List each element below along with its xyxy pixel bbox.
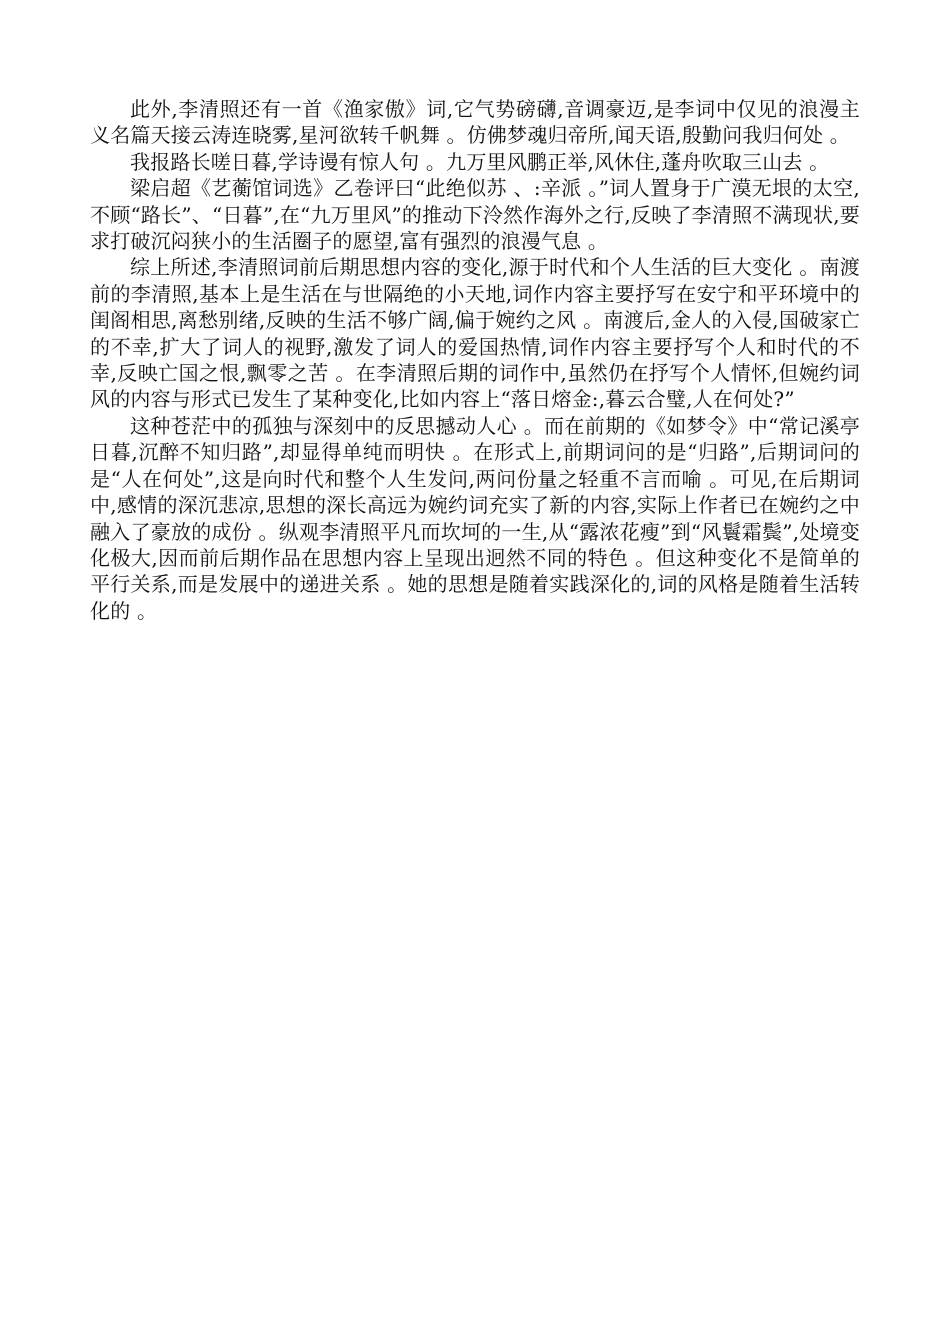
paragraph: 梁启超《艺蘅馆词选》乙卷评曰“此绝似苏 、:辛派 。”词人置身于广漠无垠的太空,不顾“路长”、“日暮”,在“九万里风”的推动下泠然作海外之行,反映了李清照不满现状,要求打破沉闷狭小的生活圈子的愿望,富有强烈的浪漫气息 。	[90, 176, 860, 254]
paragraph: 这种苍茫中的孤独与深刻中的反思撼动人心 。而在前期的《如梦令》中“常记溪亭日暮,沉醉不知归路”,却显得单纯而明快 。在形式上,前期词问的是“归路”,后期词问的是“人在何处”,这是向时代和整个人生发问,两问份量之轻重不言而喻 。可见,在后期词中,感情的深沉悲凉,思想的深长高远为婉约词充实了新的内容,实际上作者已在婉约之中融入了豪放的成份 。纵观李清照平凡而坎坷的一生,从“露浓花瘦”到“风鬟霜鬓”,处境变化极大,因而前后期作品在思想内容上呈现出迥然不同的特色 。但这种变化不是简单的平行关系,而是发展中的递进关系 。她的思想是随着实践深化的,词的风格是随着生活转化的 。	[90, 413, 860, 623]
paragraph: 综上所述,李清照词前后期思想内容的变化,源于时代和个人生活的巨大变化 。南渡前的李清照,基本上是生活在与世隔绝的小天地,词作内容主要抒写在安宁和平环境中的闺阁相思,离愁别绪,反映的生活不够广阔,偏于婉约之风 。南渡后,金人的入侵,国破家亡的不幸,扩大了词人的视野,激发了词人的爱国热情,词作内容主要抒写个人和时代的不幸,反映亡国之恨,飘零之苦 。在李清照后期的词作中,虽然仍在抒写个人情怀,但婉约词风的内容与形式已发生了某种变化,比如内容上“落日熔金:,暮云合璧,人在何处?”	[90, 255, 860, 412]
document-page	[90, 96, 860, 624]
paragraph: 我报路长嗟日暮,学诗谩有惊人句 。九万里风鹏正举,风休住,蓬舟吹取三山去 。	[130, 149, 830, 174]
paragraph: 此外,李清照还有一首《渔家傲》词,它气势磅礴,音调豪迈,是李词中仅见的浪漫主义名篇天接云涛连晓雾,星河欲转千帆舞 。仿佛梦魂归帝所,闻天语,殷勤问我归何处 。	[90, 97, 860, 148]
